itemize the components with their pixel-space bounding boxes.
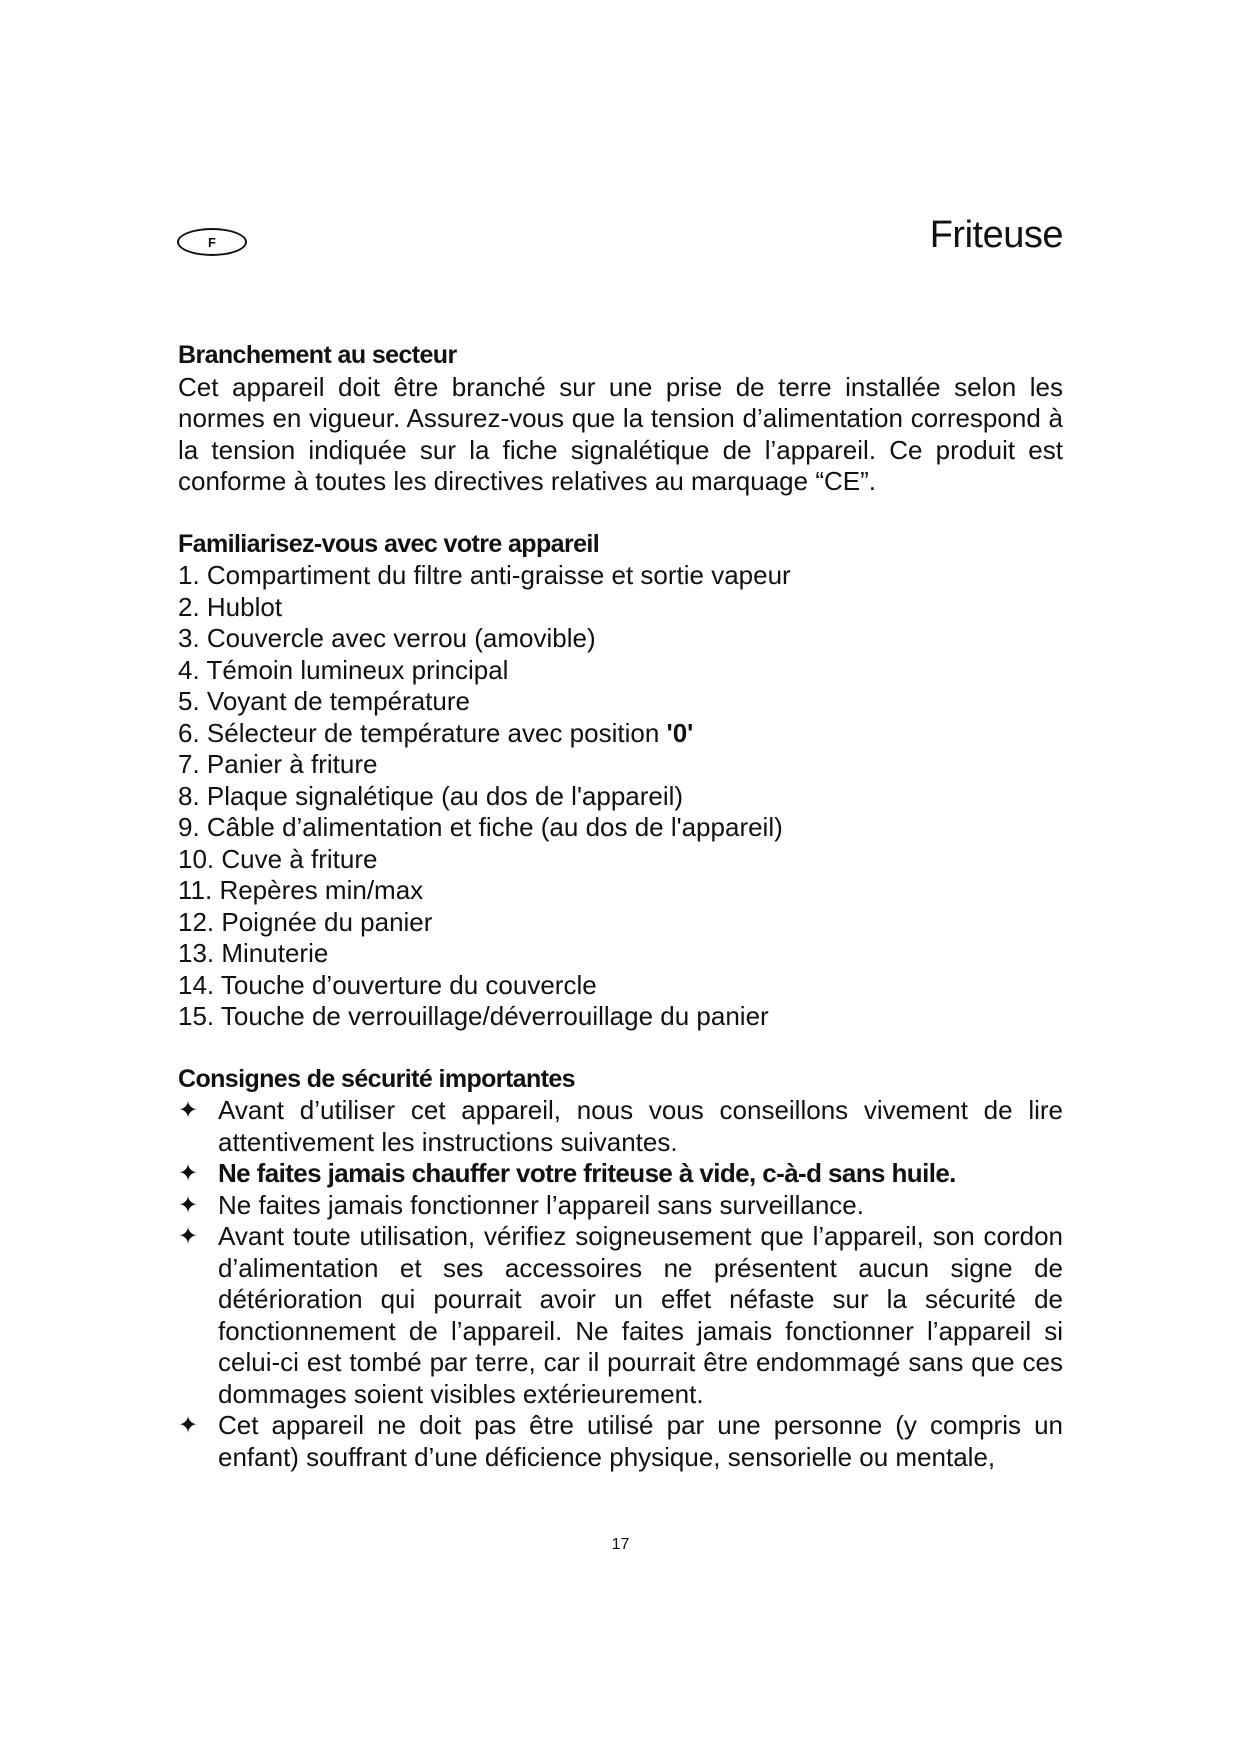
parts-list xyxy=(178,560,1063,1033)
list-item: 9. Câble d’alimentation et fiche (au dos de l'appareil) xyxy=(178,812,783,842)
section-heading-power: Branchement au secteur xyxy=(178,341,457,369)
list-item-text: Avant toute utilisation, vérifiez soigneusement que l’appareil, son cordon d’alimentation et ses accessoires ne présentent aucun signe de détérioration qui pourrait avoir un effet néfaste sur la sécurité de fonctionnement de l’appareil. Ne faites jamais fonctionner l’appareil si celui-ci est tombé par terre, car il pourrait être endommagé sans que ces dommages soient visibles extérieurement. xyxy=(218,1221,1063,1409)
list-item: 8. Plaque signalétique (au dos de l'appareil) xyxy=(178,780,684,811)
section-heading-safety: Consignes de sécurité importantes xyxy=(178,1064,575,1093)
safety-list xyxy=(178,1095,1063,1473)
list-item: 12. Poignée du panier xyxy=(178,906,433,937)
list-item xyxy=(178,1410,1063,1473)
star-bullet-icon: ✦ xyxy=(178,1160,198,1187)
list-item: 3. Couvercle avec verrou (amovible) xyxy=(178,623,596,653)
list-item: 4. Témoin lumineux principal xyxy=(178,654,509,685)
list-item: 7. Panier à friture xyxy=(178,749,378,779)
list-item: 2. Hublot xyxy=(178,591,283,622)
page-number: 17 xyxy=(611,1536,630,1553)
section-heading-parts: Familiarisez-vous avec votre appareil xyxy=(178,529,600,558)
section-safety xyxy=(178,1064,1063,1474)
star-bullet-icon: ✦ xyxy=(178,1223,199,1250)
star-bullet-icon: ✦ xyxy=(178,1191,199,1219)
zero-position-label: '0' xyxy=(666,717,694,748)
document-body xyxy=(178,340,1063,1504)
list-item-text: Cet appareil ne doit pas être utilisé par une personne (y compris un enfant) souffrant d’une déficience physique, sensorielle ou mentale, xyxy=(218,1410,1063,1472)
list-item-text: Avant d’utiliser cet appareil, nous vous conseillons vivement de lire attentivement les instructions suivantes. xyxy=(218,1095,1063,1157)
page-title: Friteuse xyxy=(929,214,1063,256)
list-item xyxy=(178,718,1063,750)
star-bullet-icon: ✦ xyxy=(178,1097,199,1124)
list-item: 11. Repères min/max xyxy=(178,875,424,905)
list-item xyxy=(178,1190,1063,1222)
language-badge: F xyxy=(177,228,247,256)
list-item xyxy=(178,1221,1063,1410)
list-item xyxy=(178,1158,1063,1190)
list-item: 1. Compartiment du filtre anti-graisse et sortie vapeur xyxy=(178,560,791,590)
list-item: 13. Minuterie xyxy=(178,938,329,968)
list-item-text: Ne faites jamais chauffer votre friteuse à vide, c-à-d sans huile. xyxy=(218,1158,956,1188)
section-parts xyxy=(178,529,1063,1033)
list-item: 14. Touche d’ouverture du couvercle xyxy=(178,969,597,1000)
list-item: 15. Touche de verrouillage/déverrouillage du panier xyxy=(178,1001,769,1031)
list-item: 10. Cuve à friture xyxy=(178,843,378,874)
list-item-text: 6. Sélecteur de température avec position xyxy=(178,717,667,748)
list-item: 5. Voyant de température xyxy=(178,686,470,716)
list-item-text: Ne faites jamais fonctionner l’appareil sans surveillance. xyxy=(218,1189,864,1220)
section-power xyxy=(178,340,1063,498)
list-item xyxy=(178,1095,1063,1158)
section-text-power: Cet appareil doit être branché sur une prise de terre installée selon les normes en vigueur. Assurez-vous que la tension d’alimentation correspond à la tension indiquée sur la fiche signalétique de l’appareil. Ce produit est conforme à toutes les directives relatives au marquage “CE”. xyxy=(178,371,1063,496)
star-bullet-icon: ✦ xyxy=(178,1412,199,1439)
